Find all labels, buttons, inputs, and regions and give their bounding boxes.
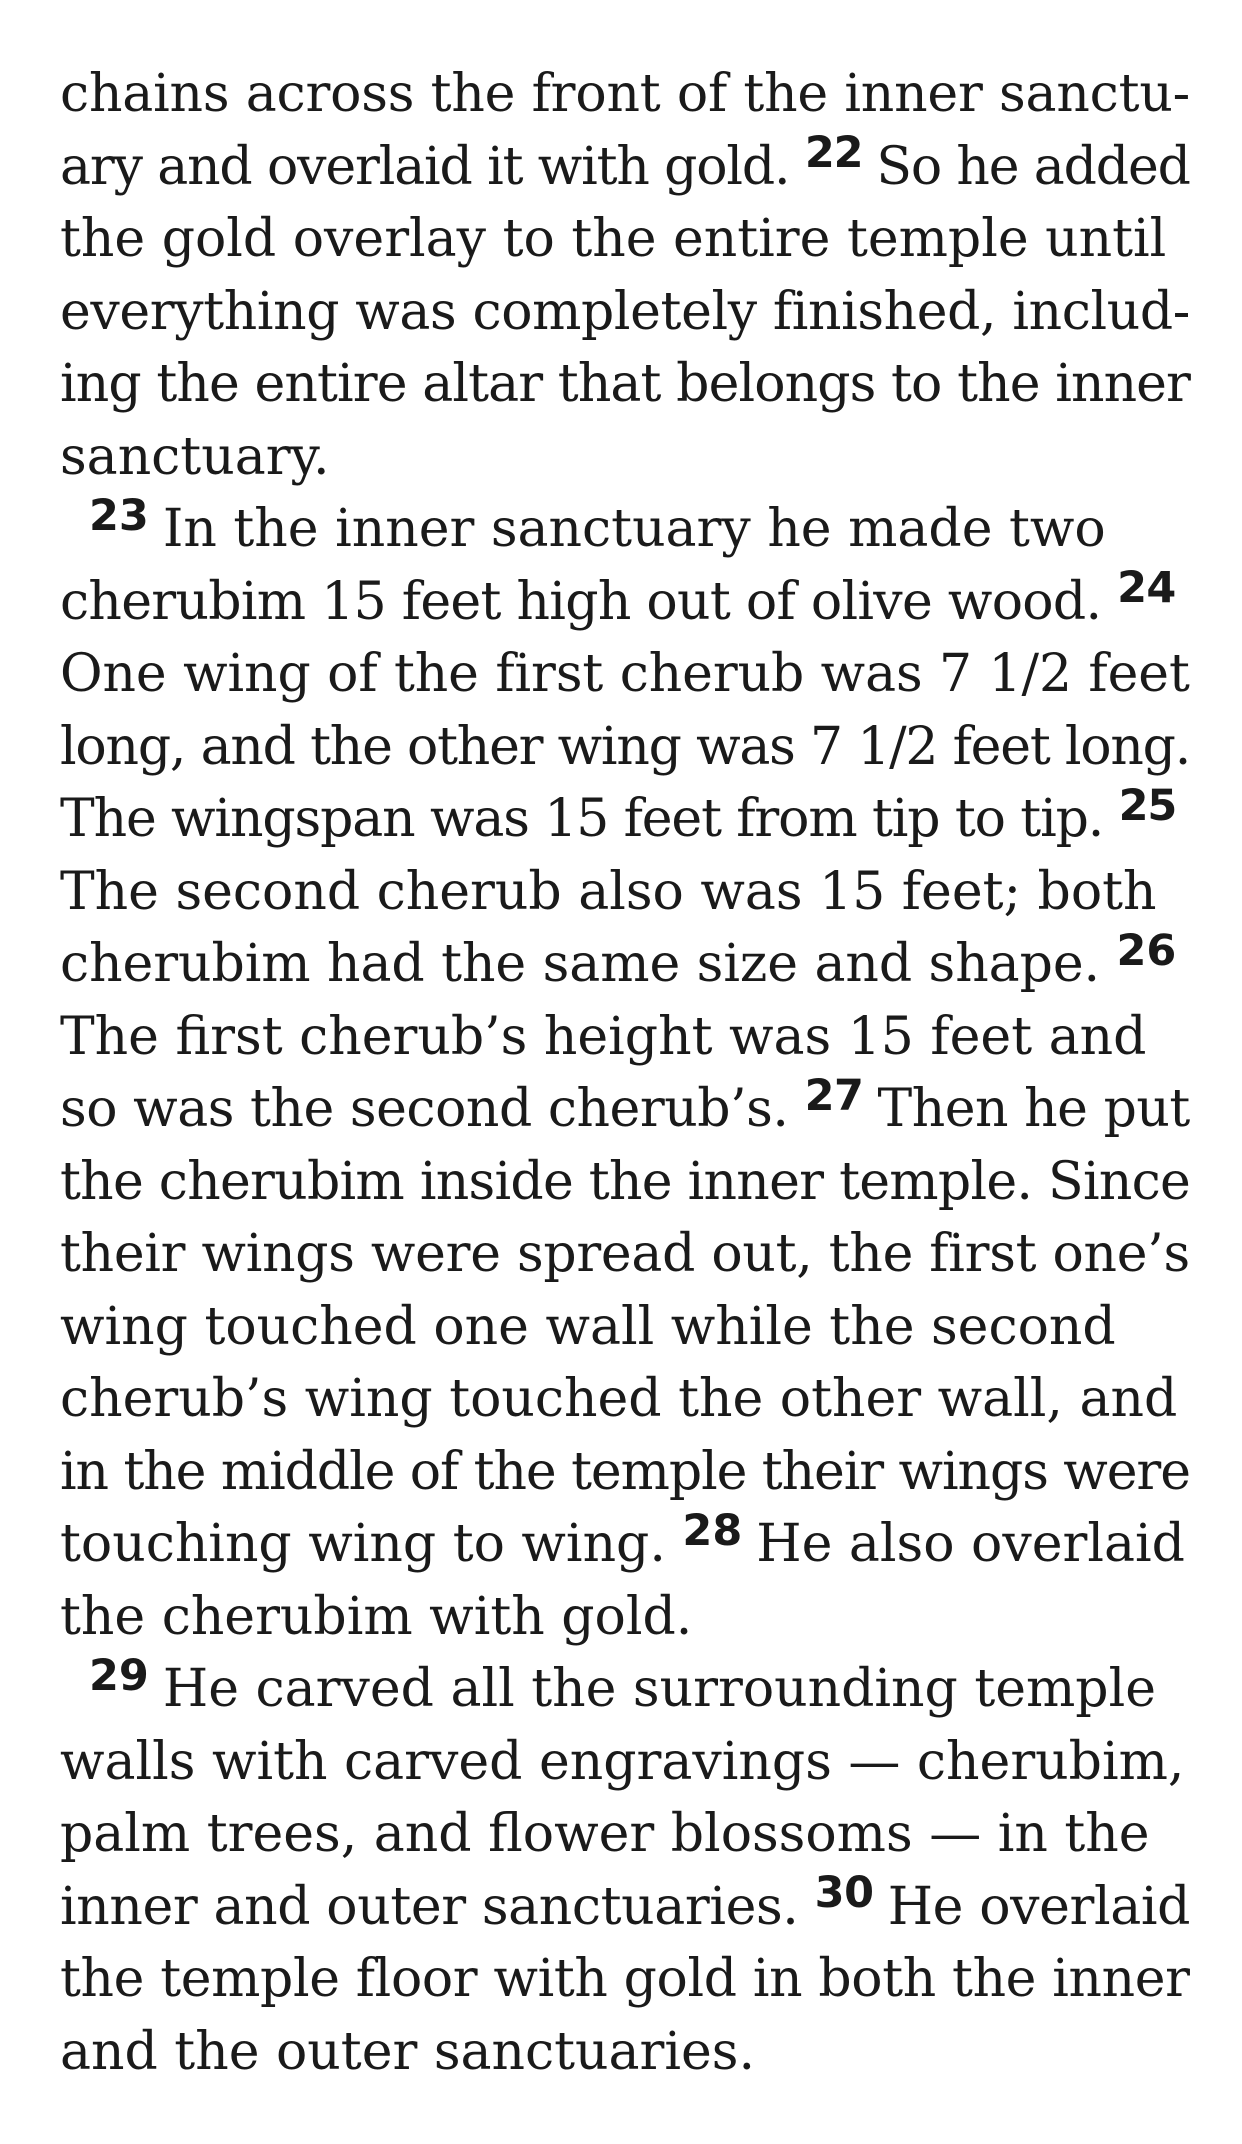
verse-text: long, and the other wing was 7 1/2 feet long. bbox=[60, 716, 1191, 777]
text-line bbox=[60, 638, 1190, 711]
text-line bbox=[60, 856, 1190, 929]
verse-text: everything was completely finished, includ- bbox=[60, 281, 1190, 342]
scripture-page bbox=[60, 58, 1190, 2088]
paragraph bbox=[60, 490, 1191, 1653]
verse-text: the temple floor with gold in both the inner bbox=[60, 1949, 1190, 2009]
verse-text: palm trees, and flower blossoms — in the bbox=[60, 1804, 1150, 1864]
verse-text: chains across the front of the inner sanctu- bbox=[60, 64, 1191, 124]
verse-text: ary and overlaid it with gold. bbox=[60, 136, 805, 197]
text-line bbox=[60, 1505, 1190, 1581]
verse-text: walls with carved engravings — cherubim, bbox=[60, 1731, 1185, 1792]
text-line bbox=[60, 128, 1190, 204]
text-line bbox=[60, 1798, 1190, 1871]
verse-text: He overlaid bbox=[887, 1876, 1191, 1937]
verse-text: Then he put bbox=[877, 1079, 1190, 1139]
text-line bbox=[60, 1436, 1190, 1509]
verse-number: 28 bbox=[682, 1505, 743, 1556]
verse-text: One wing of the first cherub was 7 1/2 feet bbox=[60, 644, 1190, 704]
text-line bbox=[60, 1363, 1190, 1436]
verse-text: The first cherub’s height was 15 feet and bbox=[60, 1006, 1147, 1067]
text-line bbox=[60, 348, 1190, 421]
text-line bbox=[60, 1868, 1191, 1944]
verse-text: and the outer sanctuaries. bbox=[60, 2021, 756, 2082]
verse-text: sanctuary. bbox=[60, 426, 330, 487]
text-line bbox=[89, 1650, 1190, 1726]
verse-text: so was the second cherub’s. bbox=[60, 1079, 805, 1139]
verse-text: The wingspan was 15 feet from tip to tip. bbox=[60, 789, 1119, 849]
text-line bbox=[60, 1581, 1190, 1654]
text-line bbox=[60, 1726, 1190, 1799]
verse-text: cherubim 15 feet high out of olive wood. bbox=[60, 571, 1118, 632]
verse-number: 25 bbox=[1118, 780, 1177, 831]
text-line bbox=[60, 1218, 1190, 1291]
verse-text: So he added bbox=[876, 136, 1190, 197]
text-line bbox=[60, 1291, 1190, 1364]
verse-number: 30 bbox=[814, 1868, 874, 1919]
verse-number: 22 bbox=[804, 128, 863, 179]
verse-number: 24 bbox=[1117, 563, 1176, 614]
verse-text: inner and outer sanctuaries. bbox=[60, 1876, 815, 1937]
verse-text: ing the entire altar that belongs to the inner bbox=[60, 354, 1191, 414]
verse-text: in the middle of the temple their wings were bbox=[60, 1441, 1190, 1502]
text-line bbox=[60, 780, 1190, 856]
verse-text: the cherubim inside the inner temple. Since bbox=[60, 1151, 1191, 1212]
verse-text: The second cherub also was 15 feet; both bbox=[60, 861, 1157, 922]
verse-number: 23 bbox=[89, 490, 149, 541]
text-line bbox=[60, 925, 1190, 1001]
verse-number: 29 bbox=[89, 1650, 149, 1701]
verse-text: cherubim had the same size and shape. bbox=[60, 934, 1117, 994]
verse-text: touching wing to wing. bbox=[60, 1514, 683, 1574]
text-line bbox=[60, 1001, 1190, 1074]
text-line bbox=[60, 1070, 1190, 1146]
paragraph bbox=[60, 58, 1190, 493]
verse-text: In the inner sanctuary he made two bbox=[162, 499, 1106, 559]
paragraph bbox=[60, 1650, 1191, 2088]
verse-text: the gold overlay to the entire temple until bbox=[60, 209, 1167, 269]
verse-text: their wings were spread out, the first one’s bbox=[60, 1224, 1190, 1284]
verse-text: the cherubim with gold. bbox=[60, 1586, 693, 1647]
text-line bbox=[60, 563, 1190, 639]
text-line bbox=[60, 2016, 1190, 2089]
verse-text: He carved all the surrounding temple bbox=[162, 1659, 1156, 1719]
verse-text: wing touched one wall while the second bbox=[60, 1296, 1116, 1357]
text-line bbox=[60, 203, 1190, 276]
text-line bbox=[60, 276, 1190, 349]
text-line bbox=[60, 1146, 1190, 1219]
verse-number: 27 bbox=[804, 1070, 864, 1121]
verse-text: cherub’s wing touched the other wall, and bbox=[60, 1369, 1178, 1429]
verse-text: He also overlaid bbox=[756, 1514, 1185, 1574]
text-line bbox=[60, 1943, 1190, 2016]
text-line bbox=[89, 490, 1190, 566]
text-line bbox=[60, 421, 1190, 494]
text-line bbox=[60, 711, 1190, 784]
verse-number: 26 bbox=[1116, 925, 1177, 976]
text-line bbox=[60, 58, 1190, 131]
